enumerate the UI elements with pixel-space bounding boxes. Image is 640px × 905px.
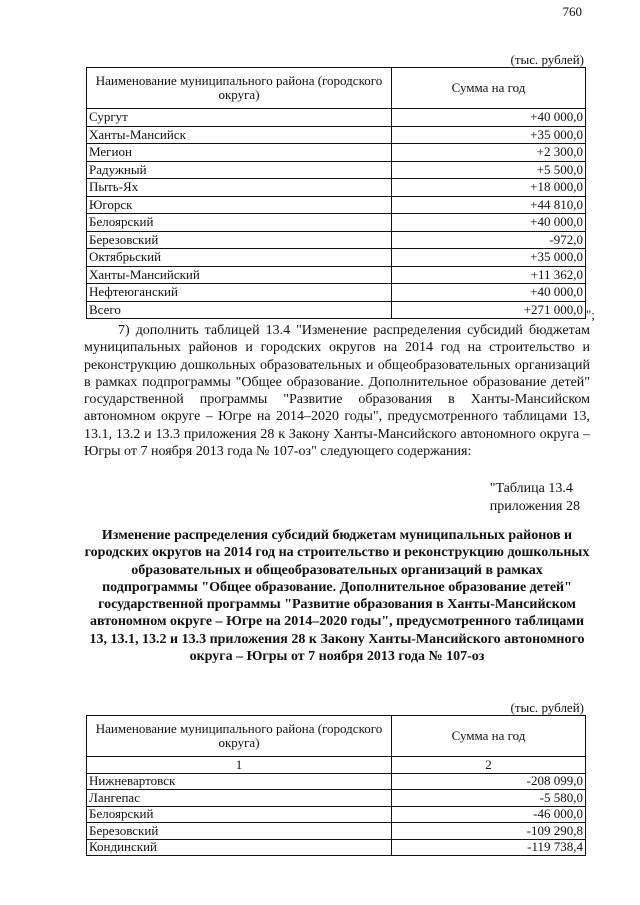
table-row	[87, 144, 586, 162]
annual-amount: -208 099,0	[392, 773, 586, 790]
annual-amount: -119 738,4	[392, 839, 586, 856]
table-row	[87, 109, 586, 127]
annual-amount: -109 290,8	[392, 823, 586, 840]
table-row	[87, 126, 586, 144]
municipality-name: Мегион	[87, 144, 392, 162]
municipality-name: Белоярский	[87, 214, 392, 232]
units-label-table2: (тыс. рублей)	[510, 700, 584, 715]
table-row	[87, 266, 586, 284]
closing-quote-mark: ";	[586, 307, 595, 322]
annual-amount: +40 000,0	[392, 284, 586, 302]
item-number: 7)	[118, 323, 130, 338]
caption-line-2: приложения 28	[489, 499, 580, 514]
municipality-name: Березовский	[87, 231, 392, 249]
units-label-table1: (тыс. рублей)	[510, 52, 584, 67]
table-row	[87, 839, 586, 856]
municipality-name: Сургут	[87, 109, 392, 127]
municipality-name: Березовский	[87, 823, 392, 840]
municipality-name: Югорск	[87, 196, 392, 214]
annual-amount: -972,0	[392, 231, 586, 249]
subsidy-table-2	[86, 715, 586, 856]
column-header-name: Наименование муниципального района (городского округа)	[87, 716, 392, 757]
annual-amount: +40 000,0	[392, 214, 586, 232]
table1-body	[87, 109, 586, 302]
annual-amount: +5 500,0	[392, 161, 586, 179]
municipality-name: Радужный	[87, 161, 392, 179]
table-row	[87, 196, 586, 214]
table-row	[87, 806, 586, 823]
column-header-name: Наименование муниципального района (городского округа)	[87, 68, 392, 109]
municipality-name: Пыть-Ях	[87, 179, 392, 197]
municipality-name: Лангепас	[87, 790, 392, 807]
table-row	[87, 161, 586, 179]
table-heading: Изменение распределения субсидий бюджетам муниципальных районов и городских округов на 2014 год на строительство и реконструкцию дошкольных образовательных и общеобразовательных организаций в рамках подпрограммы "Общее образование. Дополнительное образование детей" государственной программы "Развитие образования в Ханты-Мансийском автономном округе – Югре на 2014–2020 годы", предусмотренного таблицами 13, 13.1, 13.2 и 13.3 приложения 28 к Закону Ханты-Мансийского автономного округа – Югры от 7 ноября 2013 года № 107-оз	[84, 528, 590, 665]
annual-amount: +35 000,0	[392, 126, 586, 144]
table-row	[87, 823, 586, 840]
municipality-name: Октябрьский	[87, 249, 392, 267]
table-row	[87, 249, 586, 267]
annual-amount: +2 300,0	[392, 144, 586, 162]
table-row	[87, 179, 586, 197]
municipality-name: Кондинский	[87, 839, 392, 856]
annual-amount: -46 000,0	[392, 806, 586, 823]
table-total-row	[87, 301, 586, 319]
table-row	[87, 231, 586, 249]
amendment-paragraph	[84, 322, 590, 460]
table-row	[87, 773, 586, 790]
column-number-2: 2	[392, 757, 586, 774]
annual-amount: +40 000,0	[392, 109, 586, 127]
table-caption	[490, 480, 580, 516]
table-row	[87, 214, 586, 232]
municipality-name: Белоярский	[87, 806, 392, 823]
table2-body	[87, 757, 586, 856]
table-row	[87, 284, 586, 302]
column-number-1: 1	[87, 757, 392, 774]
column-header-sum: Сумма на год	[392, 68, 586, 109]
total-amount: +271 000,0	[392, 301, 586, 319]
annual-amount: -5 580,0	[392, 790, 586, 807]
column-number-row	[87, 757, 586, 774]
caption-line-1: "Таблица 13.4	[489, 481, 573, 496]
table-row	[87, 790, 586, 807]
municipality-name: Ханты-Мансийск	[87, 126, 392, 144]
annual-amount: +18 000,0	[392, 179, 586, 197]
annual-amount: +35 000,0	[392, 249, 586, 267]
paragraph-text: дополнить таблицей 13.4 "Изменение распределения субсидий бюджетам муниципальных районов и городских округов на 2014 год на строительство и реконструкцию дошкольных образовательных и общеобразовательных организаций в рамках подпрограммы "Общее образование. Дополнительное образование детей" государственной программы "Развитие образования в Ханты-Мансийском автономном округе – Югре на 2014–2020 годы", предусмотренного таблицами 13, 13.1, 13.2 и 13.3 приложения 28 к Закону Ханты-Мансийского автономного округа – Югры от 7 ноября 2013 года № 107-оз" следующего содержания:	[84, 323, 590, 460]
subsidy-table-1	[86, 67, 586, 319]
total-label: Всего	[87, 301, 392, 319]
page-number: 760	[562, 4, 582, 19]
municipality-name: Нижневартовск	[87, 773, 392, 790]
annual-amount: +11 362,0	[392, 266, 586, 284]
column-header-sum: Сумма на год	[392, 716, 586, 757]
municipality-name: Ханты-Мансийский	[87, 266, 392, 284]
annual-amount: +44 810,0	[392, 196, 586, 214]
municipality-name: Нефтеюганский	[87, 284, 392, 302]
